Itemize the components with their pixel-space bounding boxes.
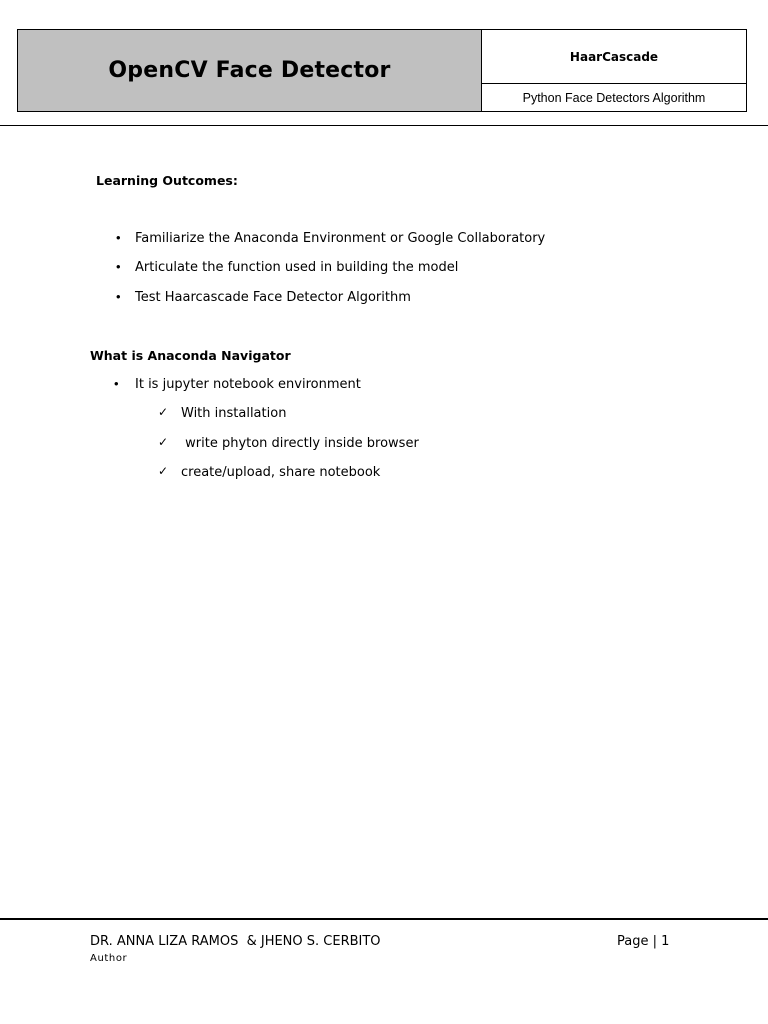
- checkmark-icon: ✓: [158, 405, 169, 419]
- header-title-cell: [18, 30, 482, 111]
- document-title: OpenCV Face Detector: [108, 58, 391, 83]
- bullet-icon: •: [114, 376, 119, 391]
- footer-authors: DR. ANNA LIZA RAMOS & JHENO S. CERBITO: [90, 934, 381, 949]
- anaconda-bullet: It is jupyter notebook environment: [135, 377, 361, 392]
- header-subtitle-cell: [482, 84, 746, 111]
- header-tag: HaarCascade: [569, 49, 659, 64]
- header-rule: [0, 125, 768, 126]
- anaconda-heading: What is Anaconda Navigator: [90, 348, 291, 363]
- page-number: Page | 1: [617, 934, 670, 949]
- header-tag-cell: [482, 30, 746, 84]
- anaconda-check-item: With installation: [181, 406, 287, 421]
- checkmark-icon: ✓: [158, 464, 169, 478]
- bullet-icon: •: [116, 259, 121, 274]
- header-subtitle: Python Face Detectors Algorithm: [522, 90, 706, 105]
- footer-role: Author: [90, 953, 128, 964]
- footer-rule: [0, 918, 768, 920]
- bullet-icon: •: [116, 230, 121, 245]
- anaconda-check-item: write phyton directly inside browser: [181, 436, 419, 451]
- learning-outcome-item: Articulate the function used in building the model: [135, 260, 459, 275]
- anaconda-check-item: create/upload, share notebook: [181, 465, 381, 480]
- header-info: [482, 30, 746, 111]
- checkmark-icon: ✓: [158, 435, 169, 449]
- learning-outcomes-heading: Learning Outcomes:: [96, 173, 238, 188]
- header-table: [17, 29, 747, 112]
- learning-outcome-item: Familiarize the Anaconda Environment or Google Collaboratory: [135, 231, 546, 246]
- bullet-icon: •: [116, 289, 121, 304]
- learning-outcome-item: Test Haarcascade Face Detector Algorithm: [135, 290, 411, 305]
